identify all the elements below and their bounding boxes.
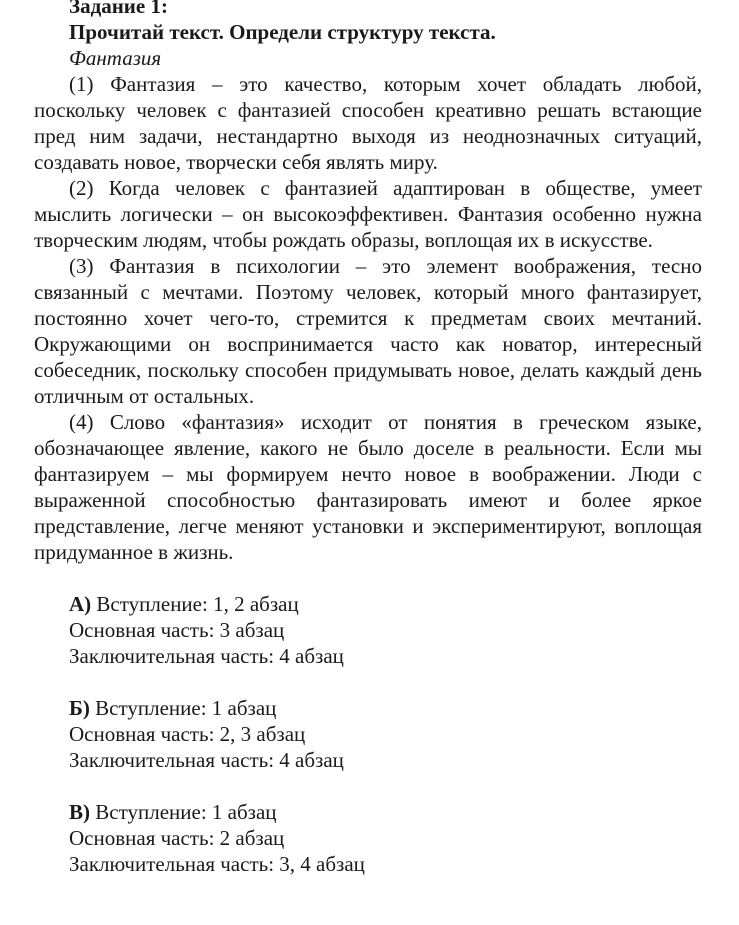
paragraph-1: (1) Фантазия – это качество, которым хочет обладать любой, поскольку человек с фантазией способен креативно решать встающие пред ним задачи, нестандартно выходя из неоднозначных ситуаций, создавать новое, творчески себя являть миру.	[34, 72, 702, 174]
option-conclusion: Заключительная часть: 4 абзац	[69, 748, 344, 772]
option-intro-line	[69, 695, 702, 721]
option-intro: Вступление: 1 абзац	[95, 696, 277, 720]
option-conclusion: Заключительная часть: 3, 4 абзац	[69, 852, 365, 876]
task-number: Задание 1:	[69, 0, 168, 18]
option-main: Основная часть: 2, 3 абзац	[69, 722, 306, 746]
option-intro-line	[69, 799, 702, 825]
option-intro-line	[69, 591, 702, 617]
answer-option-c[interactable]	[69, 799, 702, 877]
answer-option-a[interactable]	[69, 591, 702, 669]
document-page	[34, 0, 702, 903]
option-letter: Б)	[69, 696, 90, 720]
answer-options	[34, 591, 702, 877]
option-letter: В)	[69, 800, 90, 824]
option-main: Основная часть: 3 абзац	[69, 618, 285, 642]
paragraph-2: (2) Когда человек с фантазией адаптирован в обществе, умеет мыслить логически – он высокоэффективен. Фантазия особенно нужна творческим людям, чтобы рождать образы, воплощая их в искусстве.	[34, 176, 702, 252]
paragraph-4: (4) Слово «фантазия» исходит от понятия в греческом языке, обозначающее явление, какого не было доселе в реальности. Если мы фантазируем – мы формируем нечто новое в воображении. Люди с выраженной способностью фантазировать имеют и более яркое представление, легче меняют установки и экспериментируют, воплощая придуманное в жизнь.	[34, 410, 702, 564]
answer-option-b[interactable]	[69, 695, 702, 773]
task-instruction: Прочитай текст. Определи структуру текста.	[69, 20, 496, 44]
option-intro: Вступление: 1, 2 абзац	[96, 592, 299, 616]
option-intro: Вступление: 1 абзац	[95, 800, 277, 824]
option-conclusion: Заключительная часть: 4 абзац	[69, 644, 344, 668]
text-title: Фантазия	[69, 46, 162, 70]
option-letter: А)	[69, 592, 92, 616]
option-main: Основная часть: 2 абзац	[69, 826, 285, 850]
paragraph-3: (3) Фантазия в психологии – это элемент воображения, тесно связанный с мечтами. Поэтому человек, который много фантазирует, постоянно хочет чего-то, стремится к предметам своих мечтаний. Окружающими он воспринимается часто как новатор, интересный собеседник, поскольку способен придумывать новое, делать каждый день отличным от остальных.	[34, 254, 702, 408]
